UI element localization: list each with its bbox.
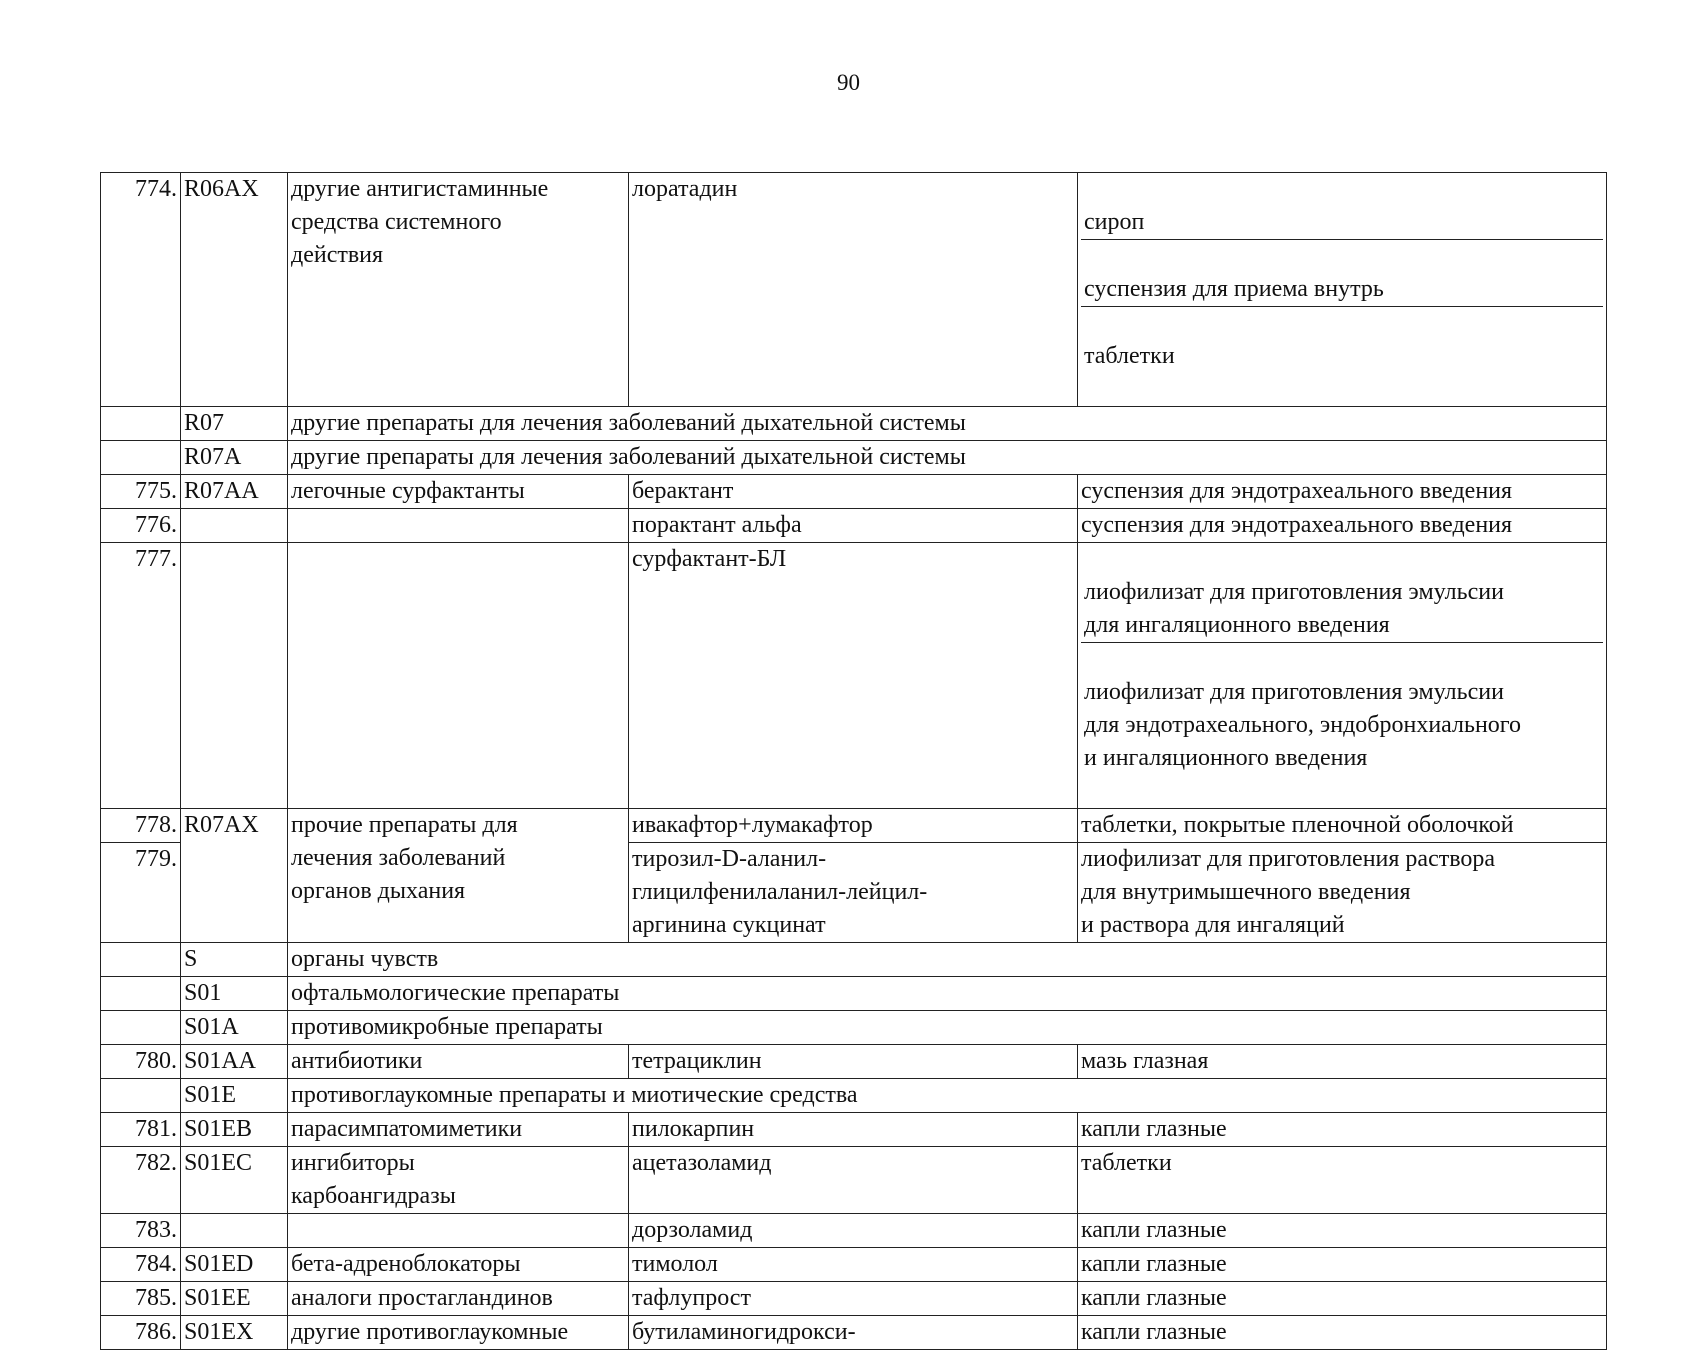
table-row xyxy=(101,1214,1607,1248)
pharmacological-group: легочные сурфактанты xyxy=(288,475,629,509)
atc-code: S01EE xyxy=(181,1282,288,1316)
group-title: органы чувств xyxy=(288,943,1607,977)
row-number: 776. xyxy=(101,509,181,543)
table-row xyxy=(101,1045,1607,1079)
dosage-form: таблетки xyxy=(1084,343,1175,369)
table-row xyxy=(101,1248,1607,1282)
drug-name: тетрациклин xyxy=(629,1045,1078,1079)
table-row xyxy=(101,1011,1607,1045)
table-row xyxy=(101,809,1607,843)
table-row xyxy=(101,543,1607,809)
group-title: офтальмологические препараты xyxy=(288,977,1607,1011)
atc-code: S01E xyxy=(181,1079,288,1113)
drug-name: дорзоламид xyxy=(629,1214,1078,1248)
drug-name: пилокарпин xyxy=(629,1113,1078,1147)
drug-name: порактант альфа xyxy=(629,509,1078,543)
row-number: 777. xyxy=(101,543,181,809)
atc-code xyxy=(181,1214,288,1248)
group-title: другие препараты для лечения заболеваний дыхательной системы xyxy=(288,441,1607,475)
dosage-form: таблетки, покрытые пленочной оболочкой xyxy=(1078,809,1607,843)
atc-code: S xyxy=(181,943,288,977)
row-number xyxy=(101,407,181,441)
dosage-form: лиофилизат для приготовления раствора для внутримышечного введения и раствора для ингаляций xyxy=(1078,843,1607,943)
row-number: 785. xyxy=(101,1282,181,1316)
atc-code: R07A xyxy=(181,441,288,475)
atc-code: S01ED xyxy=(181,1248,288,1282)
atc-code xyxy=(181,509,288,543)
pharmacological-group xyxy=(288,509,629,543)
row-number: 782. xyxy=(101,1147,181,1214)
row-number: 781. xyxy=(101,1113,181,1147)
table-row xyxy=(101,407,1607,441)
table-row xyxy=(101,173,1607,407)
row-number: 784. xyxy=(101,1248,181,1282)
table-row xyxy=(101,943,1607,977)
dosage-form: суспензия для приема внутрь xyxy=(1081,273,1603,307)
pharmacological-group: другие антигистаминные средства системного действия xyxy=(288,173,629,407)
pharmacological-group: бета-адреноблокаторы xyxy=(288,1248,629,1282)
row-number: 780. xyxy=(101,1045,181,1079)
drug-name: берактант xyxy=(629,475,1078,509)
group-title: другие препараты для лечения заболеваний дыхательной системы xyxy=(288,407,1607,441)
row-number xyxy=(101,1011,181,1045)
dosage-form: капли глазные xyxy=(1078,1282,1607,1316)
dosage-forms xyxy=(1078,543,1607,809)
atc-code: R07 xyxy=(181,407,288,441)
pharmacological-group xyxy=(288,543,629,809)
table-row xyxy=(101,1113,1607,1147)
atc-code: S01EC xyxy=(181,1147,288,1214)
pharmacological-group xyxy=(288,1214,629,1248)
dosage-form: лиофилизат для приготовления эмульсии для ингаляционного введения xyxy=(1081,576,1603,643)
atc-code: R07AA xyxy=(181,475,288,509)
pharmacological-group: аналоги простагландинов xyxy=(288,1282,629,1316)
drug-name: тирозил-D-аланил- глицилфенилаланил-лейцил- аргинина сукцинат xyxy=(629,843,1078,943)
drug-name: ацетазоламид xyxy=(629,1147,1078,1214)
pharmacological-group: ингибиторы карбоангидразы xyxy=(288,1147,629,1214)
atc-code: S01EX xyxy=(181,1316,288,1350)
dosage-form: капли глазные xyxy=(1078,1248,1607,1282)
row-number xyxy=(101,1079,181,1113)
drug-name: сурфактант-БЛ xyxy=(629,543,1078,809)
table-row xyxy=(101,441,1607,475)
group-title: противомикробные препараты xyxy=(288,1011,1607,1045)
drug-name: ивакафтор+лумакафтор xyxy=(629,809,1078,843)
row-number: 779. xyxy=(101,843,181,943)
dosage-form: сироп xyxy=(1081,206,1603,240)
table-row xyxy=(101,509,1607,543)
drug-name: бутиламиногидрокси- xyxy=(629,1316,1078,1350)
atc-code: S01EB xyxy=(181,1113,288,1147)
dosage-form: капли глазные xyxy=(1078,1214,1607,1248)
dosage-form: суспензия для эндотрахеального введения xyxy=(1078,475,1607,509)
table-row xyxy=(101,475,1607,509)
dosage-form: суспензия для эндотрахеального введения xyxy=(1078,509,1607,543)
drug-name: тафлупрост xyxy=(629,1282,1078,1316)
atc-code: R07AX xyxy=(181,809,288,943)
dosage-form: мазь глазная xyxy=(1078,1045,1607,1079)
row-number: 783. xyxy=(101,1214,181,1248)
row-number xyxy=(101,977,181,1011)
table-row xyxy=(101,1316,1607,1350)
dosage-form: капли глазные xyxy=(1078,1113,1607,1147)
atc-code: S01A xyxy=(181,1011,288,1045)
atc-code: R06AX xyxy=(181,173,288,407)
drug-name: лоратадин xyxy=(629,173,1078,407)
group-title: противоглаукомные препараты и миотические средства xyxy=(288,1079,1607,1113)
row-number: 775. xyxy=(101,475,181,509)
atc-code: S01AA xyxy=(181,1045,288,1079)
page-number: 90 xyxy=(837,70,860,95)
drug-name: тимолол xyxy=(629,1248,1078,1282)
dosage-form: капли глазные xyxy=(1078,1316,1607,1350)
row-number: 778. xyxy=(101,809,181,843)
row-number xyxy=(101,943,181,977)
table-row xyxy=(101,1147,1607,1214)
pharmacological-group: антибиотики xyxy=(288,1045,629,1079)
dosage-form: таблетки xyxy=(1078,1147,1607,1214)
row-number xyxy=(101,441,181,475)
atc-code xyxy=(181,543,288,809)
atc-code: S01 xyxy=(181,977,288,1011)
table-row xyxy=(101,1282,1607,1316)
dosage-form: лиофилизат для приготовления эмульсии для эндотрахеального, эндобронхиального и ингаляционного введения xyxy=(1084,679,1522,771)
drug-table xyxy=(100,172,1607,1350)
dosage-forms xyxy=(1078,173,1607,407)
row-number: 774. xyxy=(101,173,181,407)
row-number: 786. xyxy=(101,1316,181,1350)
table-row xyxy=(101,1079,1607,1113)
table-row xyxy=(101,977,1607,1011)
pharmacological-group: прочие препараты для лечения заболеваний органов дыхания xyxy=(288,809,629,943)
pharmacological-group: другие противоглаукомные xyxy=(288,1316,629,1350)
pharmacological-group: парасимпатомиметики xyxy=(288,1113,629,1147)
